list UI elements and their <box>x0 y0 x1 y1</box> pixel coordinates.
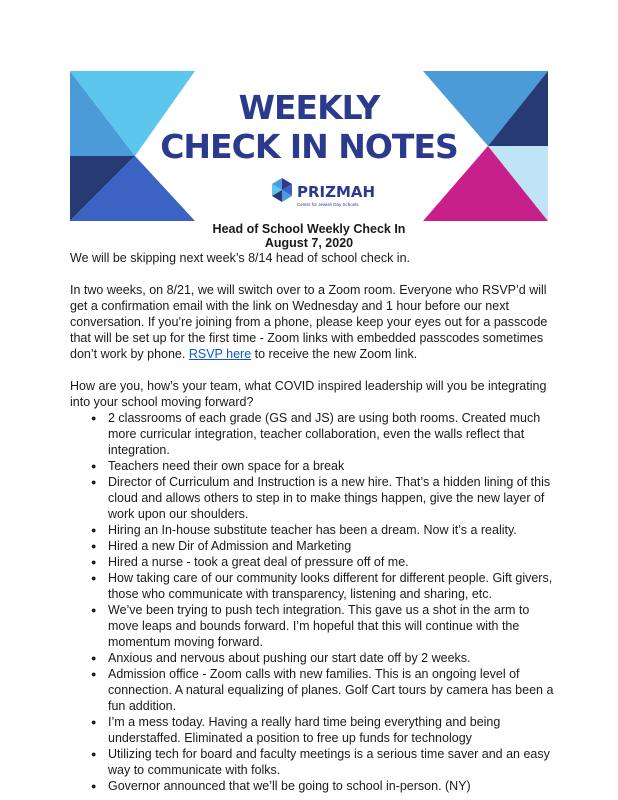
banner-title-line2: CHECK IN NOTES <box>160 127 458 166</box>
prizmah-logo <box>272 178 375 207</box>
bullet-icon: ● <box>91 669 97 679</box>
list-item: ● Hired a nurse - took a great deal of pressure off of me. <box>91 555 409 569</box>
skip-note: We will be skipping next week’s 8/14 head of school check in. <box>70 251 411 265</box>
zoom-paragraph <box>70 282 560 362</box>
list-item: ● I’m a mess today. Having a really hard time being everything and being understaffed. Eliminated a position to free up funds for technology <box>91 715 501 745</box>
banner-graphic <box>70 71 548 221</box>
list-item: ● Admission office - Zoom calls with new families. This is an ongoing level of connection. A natural equalizing of planes. Golf Cart tours by camera has been a fun addition. <box>91 667 554 713</box>
bullet-icon: ● <box>91 749 97 759</box>
list-item: ● Director of Curriculum and Instruction is a new hire. That’s a hidden lining of this cloud and allows others to step in to make things happen, give the new layer of work upon our shoulders. <box>91 475 551 521</box>
bullet-icon: ● <box>91 605 97 615</box>
bullet-icon: ● <box>91 653 97 663</box>
list-item: ● Utilizing tech for board and faculty meetings is a serious time saver and an easy way to communicate with folks. <box>91 747 550 777</box>
list-item: ● Hiring an In-house substitute teacher has been a dream. Now it’s a reality. <box>91 523 517 537</box>
zoom-text-after: to receive the new Zoom link. <box>254 347 418 361</box>
question-text: How are you, how’s your team, what COVID inspired leadership will you be integrating into your school moving forward? <box>70 379 547 409</box>
bullet-icon: ● <box>91 717 97 727</box>
logo-tagline: Center for Jewish Day Schools <box>297 202 359 207</box>
bullet-icon: ● <box>91 413 97 423</box>
page-title: Head of School Weekly Check In <box>212 222 406 236</box>
list-item: ● Teachers need their own space for a break <box>91 459 345 473</box>
bullet-icon: ● <box>91 541 97 551</box>
banner-title-line1: WEEKLY <box>238 88 380 127</box>
banner <box>70 71 548 221</box>
bullet-icon: ● <box>91 557 97 567</box>
list-item: ● Anxious and nervous about pushing our start date off by 2 weeks. <box>91 651 471 665</box>
list-item: ● Governor announced that we’ll be going to school in-person. (NY) <box>91 779 471 793</box>
prizmah-prism-icon <box>272 178 292 202</box>
list-item: ● 2 classrooms of each grade (GS and JS) are using both rooms. Created much more curricular integration, teacher collaboration, even the walls reflect that integration. <box>91 411 541 457</box>
responses-list <box>70 410 560 794</box>
bullet-icon: ● <box>91 573 97 583</box>
list-item: ● Hired a new Dir of Admission and Marketing <box>91 539 352 553</box>
page-date: August 7, 2020 <box>264 236 354 250</box>
logo-wordmark: PRIZMAH <box>297 183 376 201</box>
list-item: ● How taking care of our community looks different for different people. Gift givers, those who communicate with transparency, listening and sharing, etc. <box>91 571 553 601</box>
bullet-icon: ● <box>91 525 97 535</box>
bullet-icon: ● <box>91 477 97 487</box>
bullet-icon: ● <box>91 461 97 471</box>
zoom-text: In two weeks, on 8/21, we will switch over to a Zoom room. Everyone who RSVP’d will get a confirmation email with the link on Wednesday and 1 hour before our next conversation. If you’re joining from a phone, please keep your eyes out for a passcode that will be set up for the first time - Zoom links with embedded passcodes sometimes don’t work by phone. <box>70 283 548 361</box>
rsvp-link[interactable]: RSVP here <box>188 347 252 361</box>
document-body <box>70 250 560 794</box>
list-item: ● We’ve been trying to push tech integration. This gave us a shot in the arm to move leaps and bounds forward. I’m hopeful that this will continue with the momentum moving forward. <box>91 603 530 649</box>
bullet-icon: ● <box>91 781 97 791</box>
